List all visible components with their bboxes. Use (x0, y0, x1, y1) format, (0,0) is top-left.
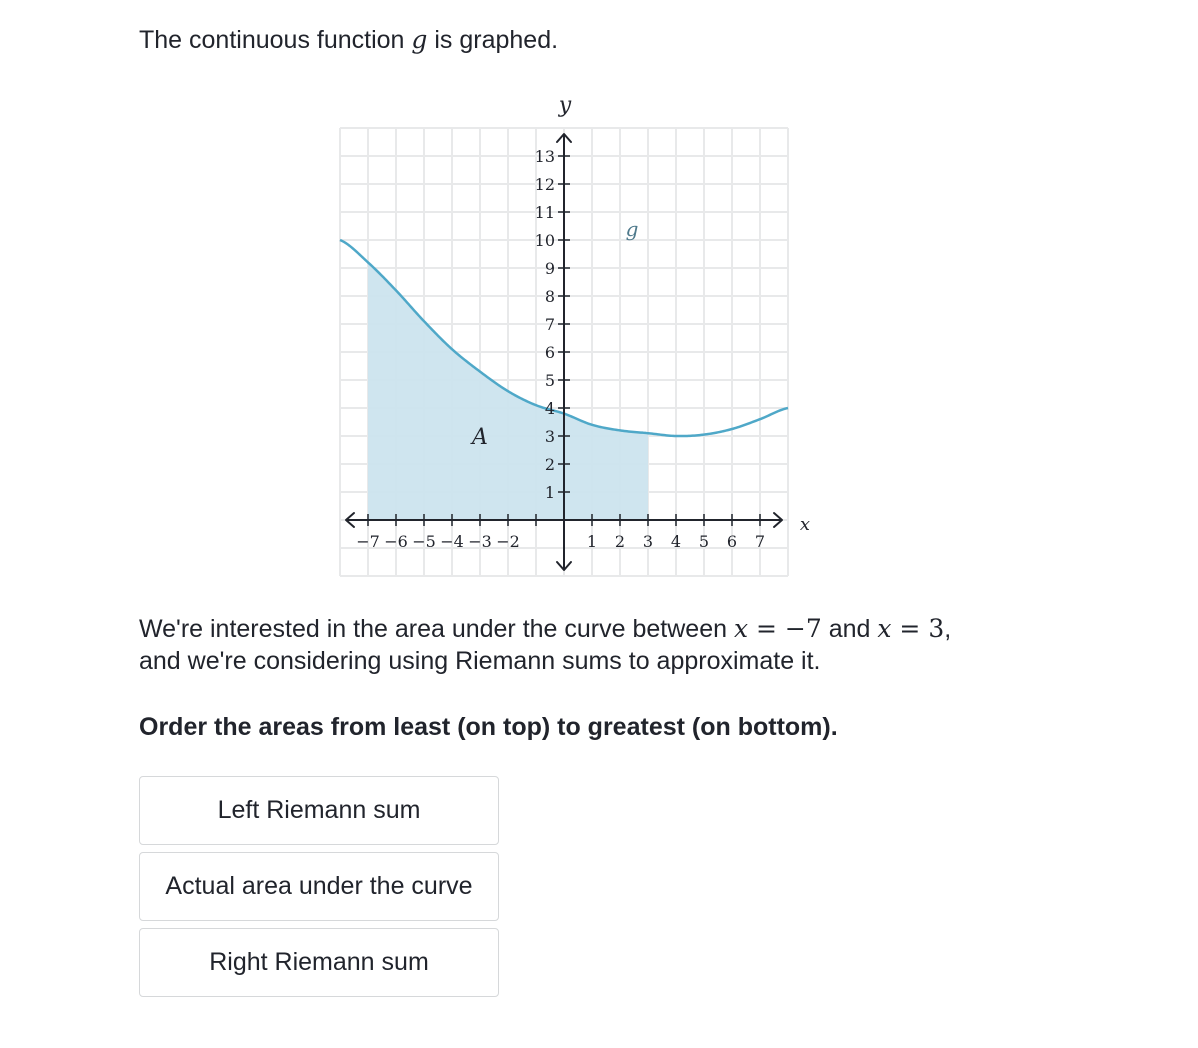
x-tick-label: 2 (614, 532, 626, 551)
curve-label-g: g (625, 217, 639, 241)
x-tick-label: 4 (670, 532, 682, 551)
y-tick-label: 2 (544, 455, 555, 474)
question-val2: 3 (928, 614, 945, 643)
function-graph (320, 88, 811, 588)
y-tick-label: 12 (534, 175, 555, 194)
region-label-a: A (472, 425, 488, 450)
question-and: and (821, 615, 878, 643)
question-text (139, 613, 1099, 677)
question-eq2: = (891, 614, 929, 643)
sortable-card-left-riemann[interactable]: Left Riemann sum (139, 776, 499, 845)
x-tick-label: −3 (468, 532, 492, 551)
y-tick-label: 7 (544, 315, 555, 334)
sortable-card-right-riemann[interactable]: Right Riemann sum (139, 928, 499, 997)
y-tick-label: 6 (544, 343, 555, 362)
sortable-list (139, 776, 499, 1004)
question-line2: and we're considering using Riemann sums to approximate it. (139, 647, 821, 675)
question-prefix: We're interested in the area under the curve between (139, 615, 734, 643)
x-axis-label: x (799, 514, 811, 535)
x-tick-label: 6 (726, 532, 738, 551)
y-tick-label: 13 (534, 147, 555, 166)
y-tick-label: 9 (544, 259, 555, 278)
question-var-x2: x (877, 614, 892, 643)
y-tick-label: 5 (544, 371, 555, 390)
instruction-text: Order the areas from least (on top) to greatest (on bottom). (139, 713, 838, 741)
intro-text (139, 24, 558, 56)
intro-after: is graphed. (427, 26, 559, 54)
question-eq1: = (748, 614, 785, 643)
y-tick-label: 8 (544, 287, 555, 306)
x-tick-label: −4 (440, 532, 464, 551)
x-tick-label: −2 (496, 532, 520, 551)
y-tick-label: 1 (544, 483, 555, 502)
sortable-card-actual-area[interactable]: Actual area under the curve (139, 852, 499, 921)
question-val1: −7 (784, 614, 822, 643)
y-tick-label: 4 (544, 399, 555, 418)
x-tick-label: 3 (642, 532, 654, 551)
x-tick-label: −7 (356, 532, 380, 551)
y-tick-label: 10 (534, 231, 555, 250)
y-tick-label: 3 (544, 427, 555, 446)
intro-before: The continuous function (139, 26, 412, 54)
y-axis-label: y (558, 93, 572, 118)
x-tick-label: 1 (586, 532, 598, 551)
y-tick-label: 11 (534, 203, 555, 222)
intro-function-name: g (411, 25, 428, 54)
x-tick-label: 7 (754, 532, 766, 551)
x-tick-label: −5 (412, 532, 436, 551)
x-tick-label: 5 (698, 532, 710, 551)
question-comma: , (944, 615, 952, 643)
x-tick-label: −6 (384, 532, 408, 551)
question-var-x1: x (733, 614, 749, 643)
